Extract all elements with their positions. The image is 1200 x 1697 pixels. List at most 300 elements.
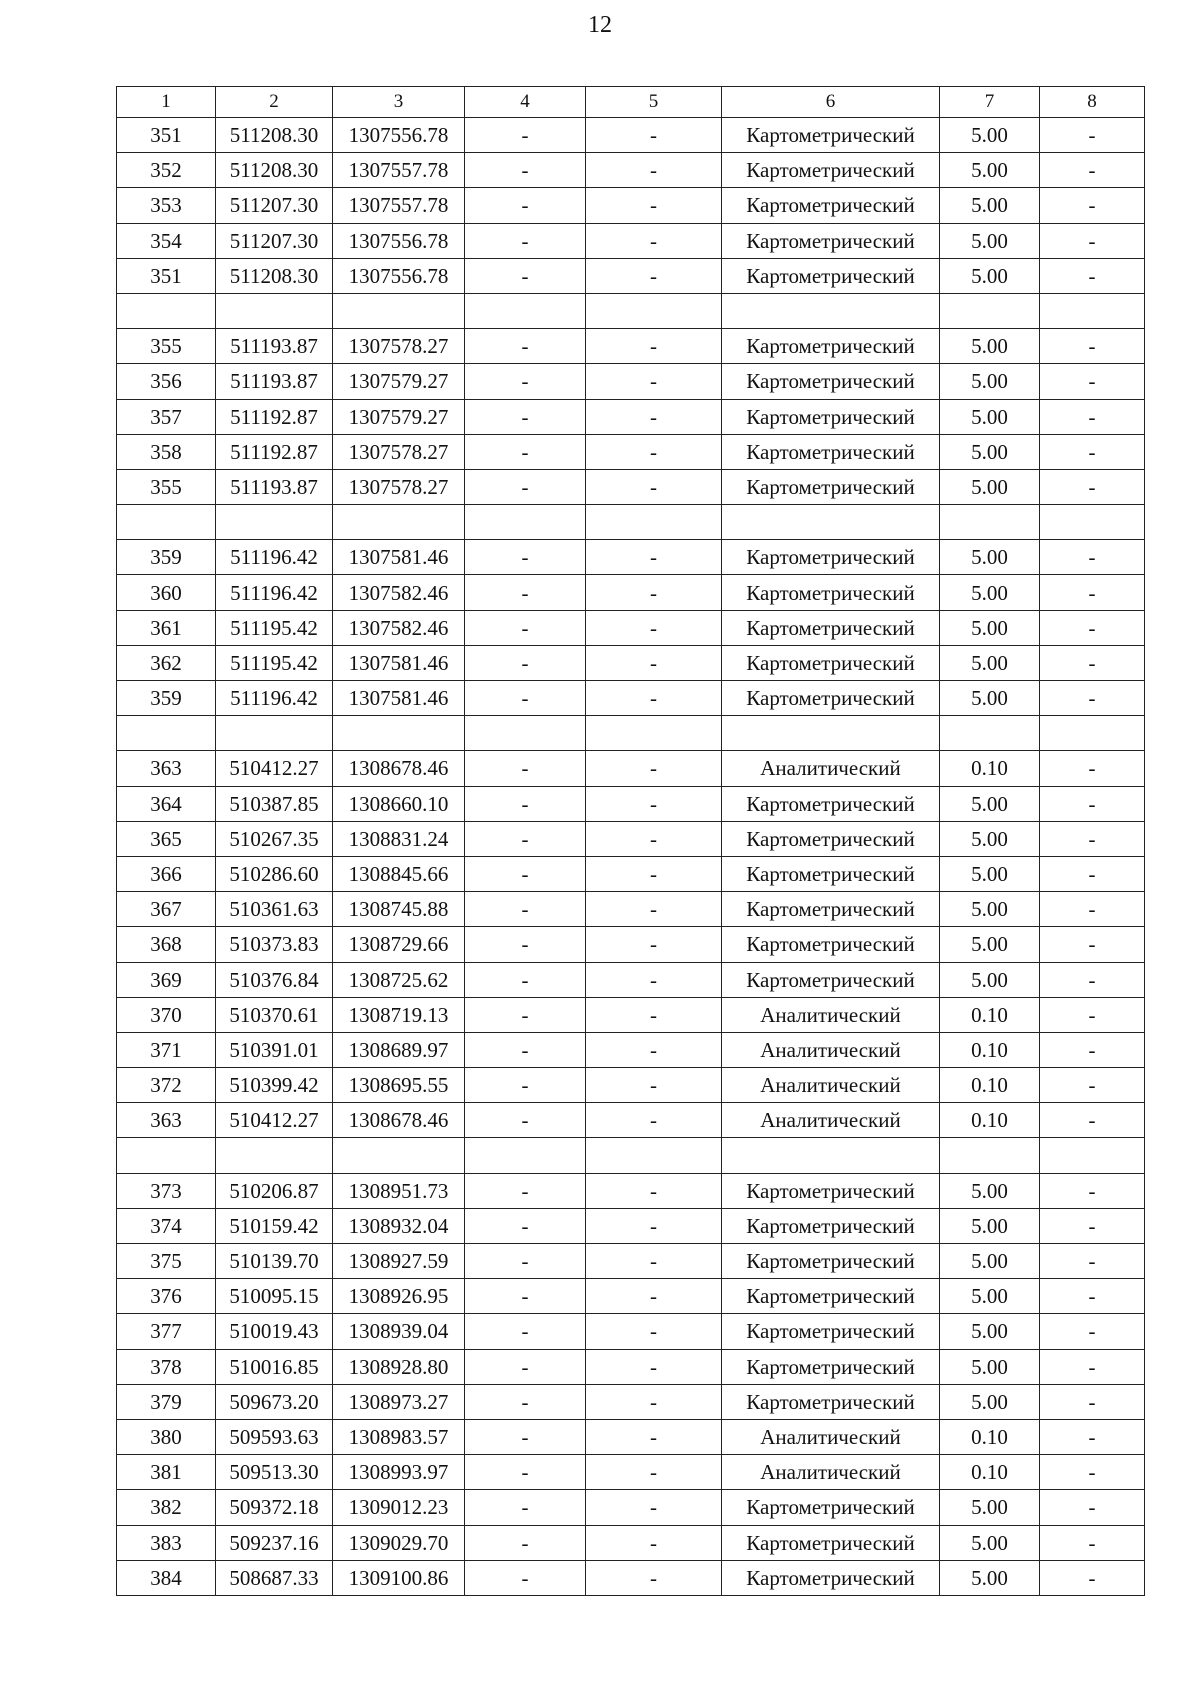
table-cell: 1307579.27 [333,399,465,434]
table-cell: Аналитический [722,997,940,1032]
table-cell: Картометрический [722,258,940,293]
table-cell: Картометрический [722,1244,940,1279]
table-cell: - [465,1455,586,1490]
table-cell: Картометрический [722,1490,940,1525]
table-row-blank [117,505,1145,540]
table-cell: - [465,1173,586,1208]
table-cell: 5.00 [940,1208,1040,1243]
table-cell [216,1138,333,1173]
table-cell: 378 [117,1349,216,1384]
table-cell: 1308831.24 [333,821,465,856]
table-cell: 511196.42 [216,540,333,575]
table-cell: - [1040,962,1145,997]
table-cell: Картометрический [722,786,940,821]
table-cell: Картометрический [722,469,940,504]
table-cell: - [586,681,722,716]
table-row [117,786,1145,821]
table-cell: - [586,751,722,786]
table-cell: 1307557.78 [333,188,465,223]
table-cell: - [586,1068,722,1103]
table-cell: Картометрический [722,223,940,258]
table-cell [940,293,1040,328]
table-cell: 510361.63 [216,892,333,927]
table-cell: 511192.87 [216,399,333,434]
table-cell: - [586,1560,722,1595]
table-cell [1040,505,1145,540]
table-cell: 510399.42 [216,1068,333,1103]
table-cell: 1309012.23 [333,1490,465,1525]
table-cell: Картометрический [722,1525,940,1560]
table-cell: - [586,610,722,645]
table-row [117,821,1145,856]
table-cell: 511192.87 [216,434,333,469]
table-cell: 5.00 [940,469,1040,504]
table-cell: 1307582.46 [333,575,465,610]
table-cell: - [586,1244,722,1279]
table-cell: - [1040,1032,1145,1067]
table-cell: 5.00 [940,575,1040,610]
table-cell: - [1040,892,1145,927]
table-cell: Картометрический [722,329,940,364]
table-cell [1040,1138,1145,1173]
table-cell: - [1040,223,1145,258]
table-cell: - [1040,1173,1145,1208]
table-cell: 351 [117,118,216,153]
column-header: 8 [1040,87,1145,118]
table-cell: - [586,1419,722,1454]
table-cell: 1308927.59 [333,1244,465,1279]
table-cell: - [1040,1068,1145,1103]
table-cell [940,1138,1040,1173]
table-cell: - [586,856,722,891]
table-row [117,1560,1145,1595]
table-cell: 0.10 [940,1032,1040,1067]
table-cell: - [465,997,586,1032]
table-cell: Аналитический [722,1103,940,1138]
table-cell: - [465,927,586,962]
table-cell: Аналитический [722,751,940,786]
table-cell: - [465,153,586,188]
table-cell: Картометрический [722,434,940,469]
table-cell [117,293,216,328]
table-cell: - [586,188,722,223]
table-cell: 509237.16 [216,1525,333,1560]
table-cell: 1307581.46 [333,681,465,716]
table-row [117,645,1145,680]
column-header: 4 [465,87,586,118]
table-cell: - [586,1173,722,1208]
table-cell [333,1138,465,1173]
table-cell: Картометрический [722,188,940,223]
table-cell [465,293,586,328]
table-cell: - [586,153,722,188]
table-cell: Картометрический [722,364,940,399]
table-cell: - [1040,821,1145,856]
table-cell: - [465,188,586,223]
table-cell: Картометрический [722,1560,940,1595]
table-cell: 360 [117,575,216,610]
table-cell: 5.00 [940,434,1040,469]
table-row [117,856,1145,891]
table-cell: Картометрический [722,118,940,153]
table-row [117,223,1145,258]
table-cell: - [1040,575,1145,610]
table-cell: - [1040,540,1145,575]
table-cell [465,716,586,751]
table-cell: - [465,575,586,610]
table-cell: 374 [117,1208,216,1243]
table-cell: - [1040,118,1145,153]
table-row [117,575,1145,610]
table-cell: 5.00 [940,962,1040,997]
table-cell: 5.00 [940,1525,1040,1560]
table-cell: 511195.42 [216,610,333,645]
table-cell: 5.00 [940,1349,1040,1384]
table-cell [1040,293,1145,328]
table-cell: 373 [117,1173,216,1208]
table-cell: Картометрический [722,399,940,434]
table-cell: 1308845.66 [333,856,465,891]
table-row-blank [117,293,1145,328]
header-row [117,87,1145,118]
table-row [117,1103,1145,1138]
table-cell: 510019.43 [216,1314,333,1349]
table-cell: 511193.87 [216,364,333,399]
table-cell: - [465,1032,586,1067]
table-row [117,118,1145,153]
table-cell: - [586,1490,722,1525]
table-cell [586,1138,722,1173]
table-cell: 5.00 [940,399,1040,434]
table-cell: 369 [117,962,216,997]
table-cell: - [1040,399,1145,434]
table-cell: 5.00 [940,540,1040,575]
table-cell: - [1040,469,1145,504]
table-cell: 5.00 [940,153,1040,188]
table-cell: 5.00 [940,258,1040,293]
table-row [117,153,1145,188]
page-number: 12 [588,12,612,38]
table-cell: - [465,681,586,716]
table-row [117,399,1145,434]
table-cell: 1307579.27 [333,364,465,399]
table-cell: 5.00 [940,1384,1040,1419]
table-row [117,1525,1145,1560]
table-cell: Картометрический [722,681,940,716]
table-cell: 510139.70 [216,1244,333,1279]
table-cell: 379 [117,1384,216,1419]
table-cell: 1309100.86 [333,1560,465,1595]
table-cell [117,505,216,540]
table-cell: 511193.87 [216,469,333,504]
table-cell: Картометрический [722,927,940,962]
table-cell: 1308660.10 [333,786,465,821]
table-cell: - [465,1314,586,1349]
table-row [117,1208,1145,1243]
table-cell: 1308973.27 [333,1384,465,1419]
table-cell: 1308932.04 [333,1208,465,1243]
table-cell: - [586,434,722,469]
table-cell: 5.00 [940,645,1040,680]
table-row [117,434,1145,469]
table-cell: - [1040,258,1145,293]
table-cell: Картометрический [722,1173,940,1208]
table-cell: - [586,258,722,293]
table-cell: 362 [117,645,216,680]
column-header: 2 [216,87,333,118]
table-cell: - [1040,1314,1145,1349]
column-header: 7 [940,87,1040,118]
table-cell: 5.00 [940,1279,1040,1314]
table-cell: - [1040,153,1145,188]
table-row [117,540,1145,575]
table-cell: - [1040,681,1145,716]
table-cell: 1308939.04 [333,1314,465,1349]
table-cell: 511208.30 [216,153,333,188]
table-cell: - [586,575,722,610]
table-cell: 0.10 [940,1068,1040,1103]
table-row [117,329,1145,364]
table-cell: 1308729.66 [333,927,465,962]
table-cell: Аналитический [722,1419,940,1454]
table-cell: 1308993.97 [333,1455,465,1490]
table-row [117,364,1145,399]
table-row [117,1279,1145,1314]
table-cell: 0.10 [940,1419,1040,1454]
table-cell: 363 [117,1103,216,1138]
table-cell: 354 [117,223,216,258]
table-row [117,1314,1145,1349]
table-cell: - [1040,927,1145,962]
table-cell: 380 [117,1419,216,1454]
table-cell: - [465,1068,586,1103]
table-cell: 368 [117,927,216,962]
table-cell: - [465,786,586,821]
table-cell: Картометрический [722,645,940,680]
table-row [117,927,1145,962]
table-cell: 361 [117,610,216,645]
table-cell: 370 [117,997,216,1032]
table-cell: 510376.84 [216,962,333,997]
table-cell: 384 [117,1560,216,1595]
table-cell: Картометрический [722,1279,940,1314]
table-cell [465,1138,586,1173]
table-row [117,1349,1145,1384]
table-cell: - [1040,434,1145,469]
table-cell: Картометрический [722,610,940,645]
table-row [117,469,1145,504]
table-cell: - [586,223,722,258]
table-cell: Аналитический [722,1455,940,1490]
table-cell: 358 [117,434,216,469]
table-cell: - [586,997,722,1032]
table-cell: 510267.35 [216,821,333,856]
table-cell [216,293,333,328]
table-cell: Картометрический [722,856,940,891]
table-cell: 1307578.27 [333,469,465,504]
table-cell: 1308725.62 [333,962,465,997]
table-cell: - [1040,645,1145,680]
table-cell: - [586,469,722,504]
table-cell: 383 [117,1525,216,1560]
table-cell: 376 [117,1279,216,1314]
table-cell: 5.00 [940,223,1040,258]
table-cell: 355 [117,469,216,504]
table-cell: 509593.63 [216,1419,333,1454]
table-cell: 1308926.95 [333,1279,465,1314]
table-cell: - [1040,1384,1145,1419]
table-cell: - [1040,1525,1145,1560]
table-cell: 0.10 [940,1103,1040,1138]
table-cell: 510286.60 [216,856,333,891]
table-cell: - [465,1208,586,1243]
table-cell: Картометрический [722,153,940,188]
table-cell [333,505,465,540]
table-cell: 1308745.88 [333,892,465,927]
table-cell: 510095.15 [216,1279,333,1314]
table-body [117,118,1145,1596]
table-cell: 1307581.46 [333,540,465,575]
table-cell: - [465,1103,586,1138]
table-cell: 5.00 [940,681,1040,716]
table-cell: - [586,329,722,364]
table-cell: - [1040,188,1145,223]
table-cell: - [465,751,586,786]
table-cell: 353 [117,188,216,223]
table-cell: - [586,1349,722,1384]
table-cell: 5.00 [940,329,1040,364]
table-cell: 5.00 [940,821,1040,856]
table-cell: 1307578.27 [333,434,465,469]
column-header: 1 [117,87,216,118]
table-cell: - [586,399,722,434]
table-cell: - [1040,751,1145,786]
table-row [117,1455,1145,1490]
table-cell: Картометрический [722,1349,940,1384]
table-cell: Картометрический [722,821,940,856]
table-cell: 1308983.57 [333,1419,465,1454]
table-cell: Картометрический [722,1208,940,1243]
column-header: 6 [722,87,940,118]
table-cell: 1308678.46 [333,751,465,786]
table-cell [465,505,586,540]
table-cell: 365 [117,821,216,856]
table-cell: - [465,364,586,399]
table-cell [216,505,333,540]
table-cell: - [1040,1244,1145,1279]
table-cell: Картометрический [722,1384,940,1419]
table-cell: - [1040,1455,1145,1490]
table-cell [586,505,722,540]
table-cell: 5.00 [940,892,1040,927]
table-row [117,1244,1145,1279]
table-cell [586,293,722,328]
table-cell: - [465,1419,586,1454]
table-cell: - [586,364,722,399]
table-cell: 382 [117,1490,216,1525]
table-cell: 1308951.73 [333,1173,465,1208]
coordinates-table [116,86,1145,1596]
table-cell: 509673.20 [216,1384,333,1419]
table-cell [722,505,940,540]
table-cell: - [465,434,586,469]
table-row [117,188,1145,223]
table-cell [216,716,333,751]
table-cell: - [586,1455,722,1490]
table-cell: - [465,1349,586,1384]
table-cell: Аналитический [722,1068,940,1103]
table-cell: - [1040,329,1145,364]
table-cell: 5.00 [940,610,1040,645]
table-row [117,258,1145,293]
table-cell: - [586,821,722,856]
table-cell: 371 [117,1032,216,1067]
table-cell: 510391.01 [216,1032,333,1067]
table-cell: Аналитический [722,1032,940,1067]
table-row [117,997,1145,1032]
table-cell: 511196.42 [216,681,333,716]
table-cell: - [1040,364,1145,399]
table-cell: 510373.83 [216,927,333,962]
table-cell: 1307582.46 [333,610,465,645]
table-cell: - [1040,997,1145,1032]
table-cell: - [465,1384,586,1419]
table-cell: - [465,610,586,645]
table-cell [722,716,940,751]
table-cell: 356 [117,364,216,399]
table-cell: Картометрический [722,1314,940,1349]
table-row [117,681,1145,716]
table-cell [117,1138,216,1173]
table-cell: - [465,1490,586,1525]
table-row [117,1419,1145,1454]
table-cell: 375 [117,1244,216,1279]
table-cell: 1307557.78 [333,153,465,188]
table-row [117,1173,1145,1208]
table-cell: 5.00 [940,188,1040,223]
table-cell: - [586,540,722,575]
table-cell: - [465,645,586,680]
table-cell: 367 [117,892,216,927]
table-cell: - [465,469,586,504]
table-cell: - [465,118,586,153]
table-cell: - [465,329,586,364]
table-cell: Картометрический [722,892,940,927]
table-cell: - [1040,1208,1145,1243]
table-cell: 5.00 [940,1490,1040,1525]
table-cell: - [586,1279,722,1314]
table-cell: 511207.30 [216,223,333,258]
table-cell: 5.00 [940,1173,1040,1208]
table-cell: - [1040,856,1145,891]
table-cell: - [465,223,586,258]
table-cell: 364 [117,786,216,821]
table-cell: 1308928.80 [333,1349,465,1384]
table-cell: - [1040,1419,1145,1454]
table-cell: - [1040,786,1145,821]
table-cell: 1309029.70 [333,1525,465,1560]
table-cell: 355 [117,329,216,364]
table-row-blank [117,1138,1145,1173]
table-cell: 508687.33 [216,1560,333,1595]
table-cell: - [586,892,722,927]
table-cell: - [586,118,722,153]
table-cell [940,716,1040,751]
table-cell: 5.00 [940,1314,1040,1349]
table-cell: 1307556.78 [333,223,465,258]
table-cell: 511195.42 [216,645,333,680]
table-cell: 1308719.13 [333,997,465,1032]
